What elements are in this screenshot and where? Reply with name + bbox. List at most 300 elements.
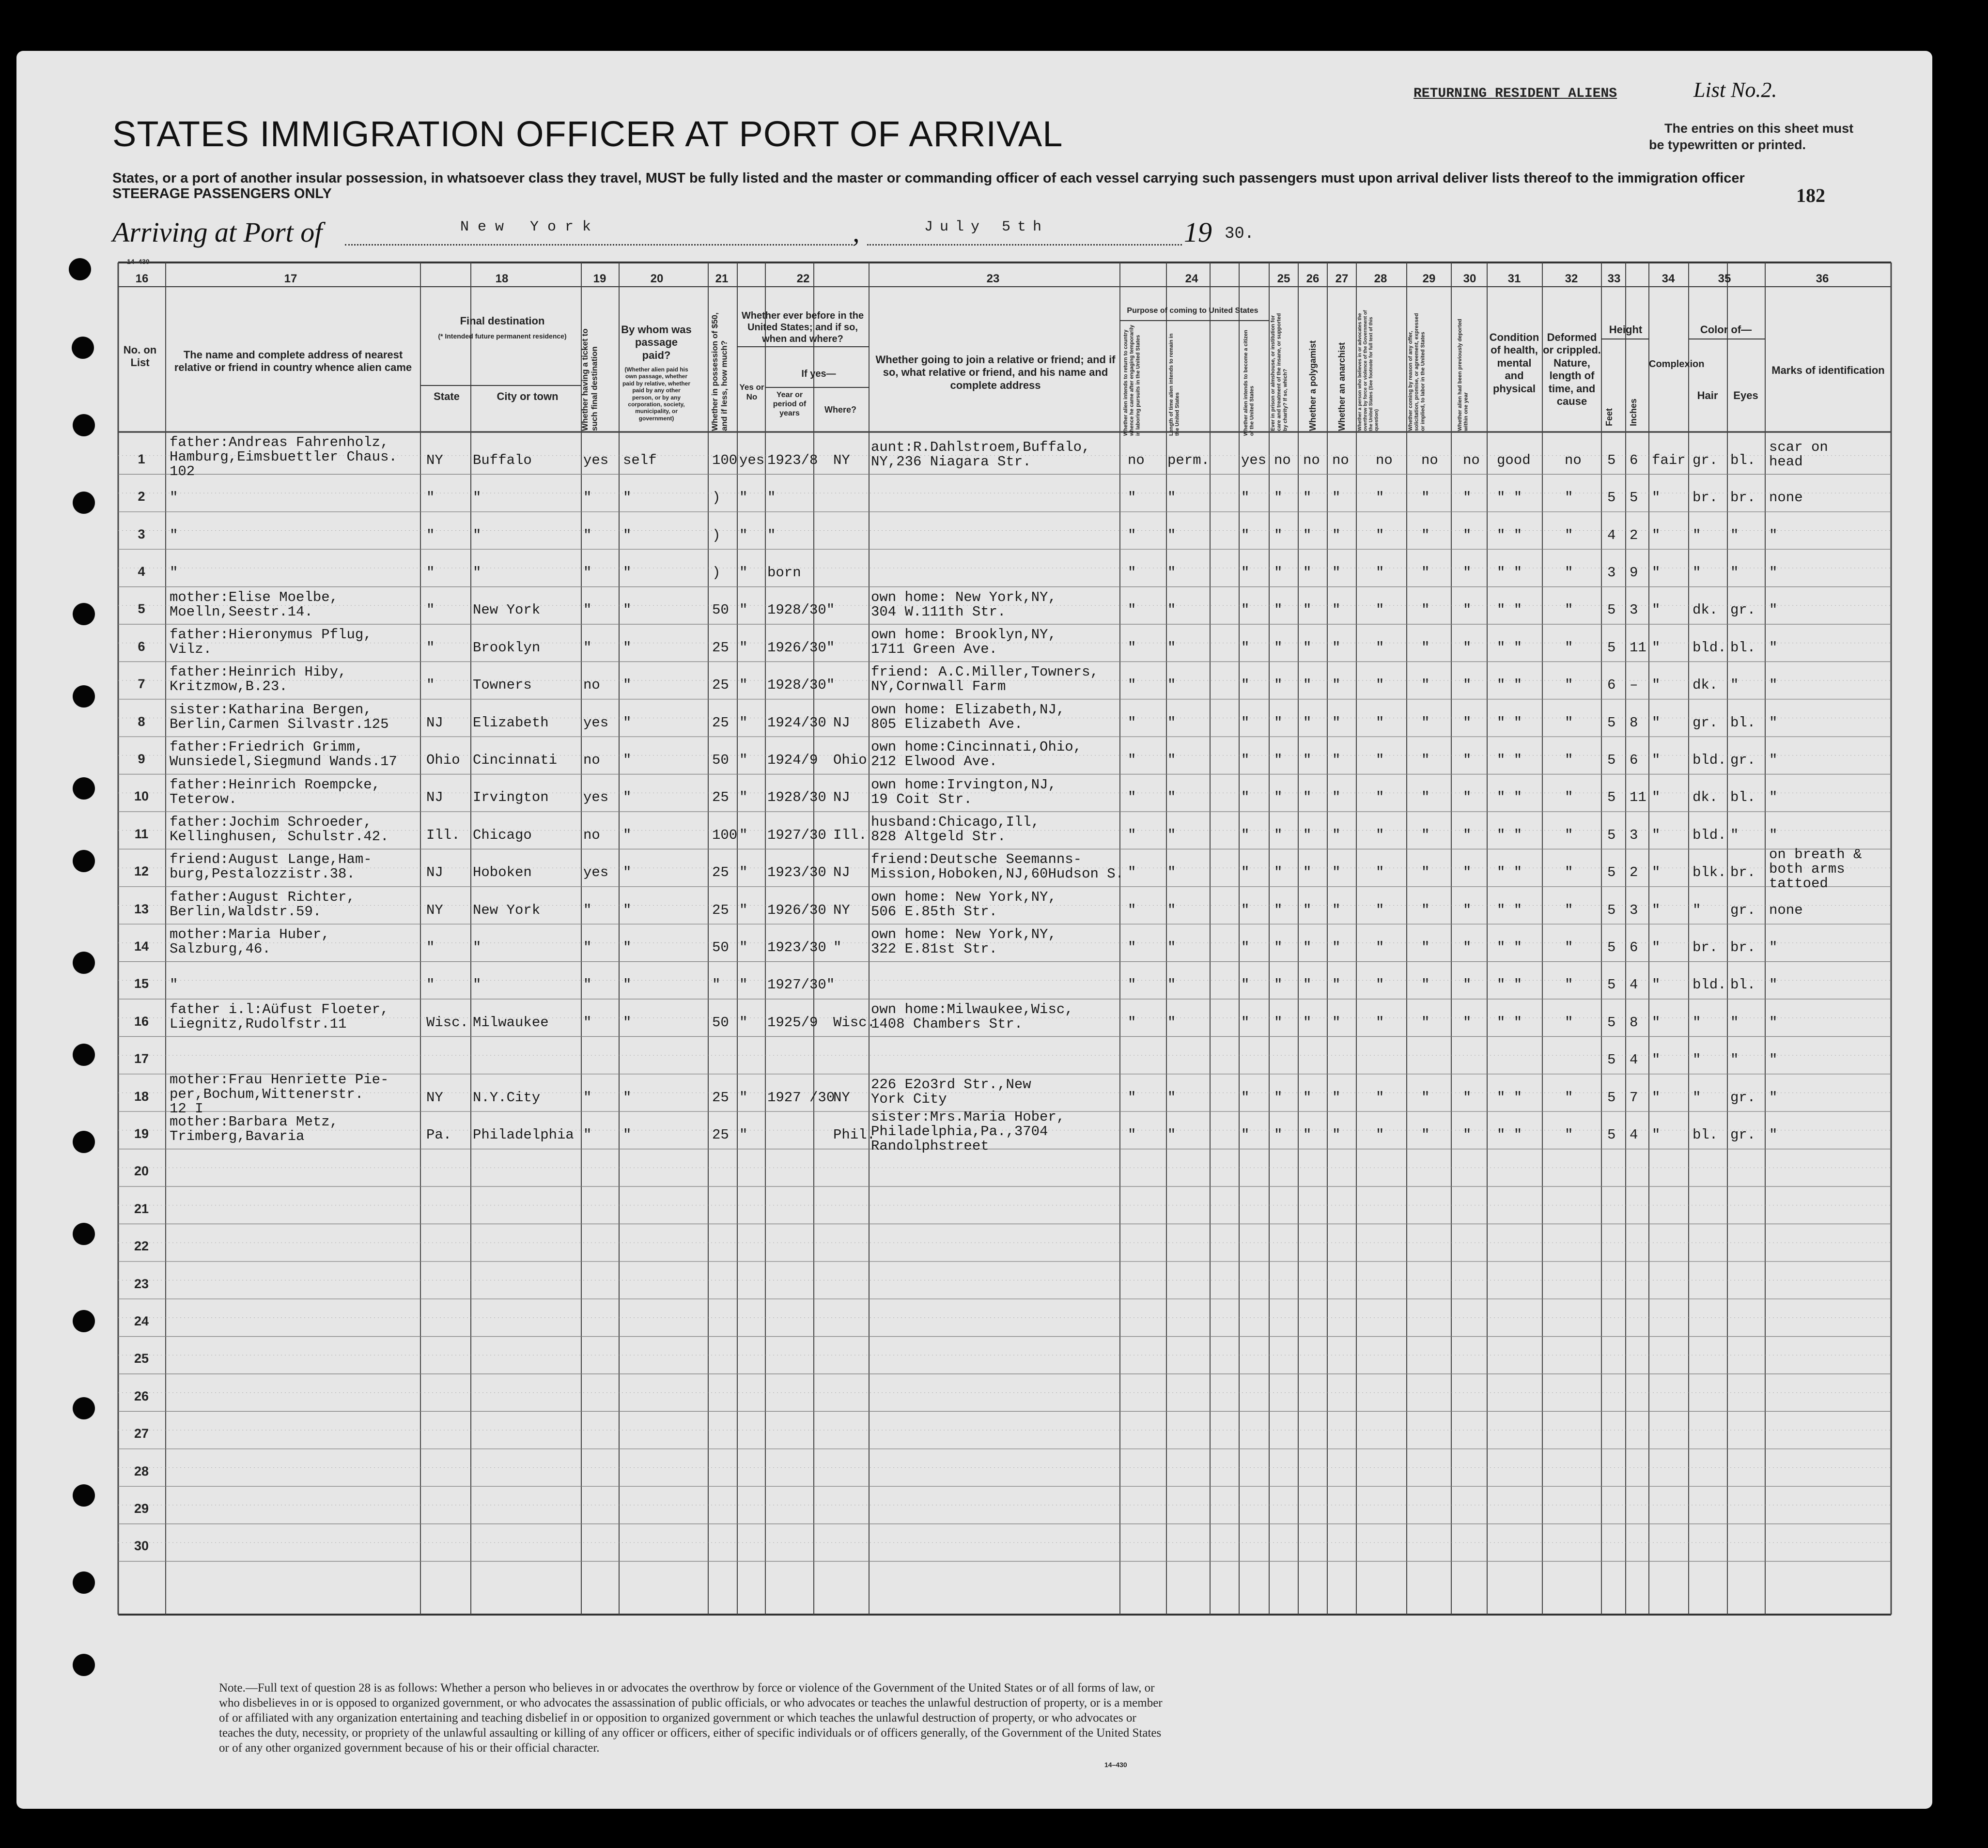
row-c27: " <box>1332 789 1341 806</box>
row-c27: " <box>1332 1089 1341 1106</box>
col-34-header: Complexion <box>1649 359 1705 370</box>
row-city: Brooklyn <box>473 639 541 656</box>
row-join: friend:Deutsche Seemanns- <box>871 851 1082 868</box>
punch-hole <box>73 492 95 514</box>
row-join: friend: A.C.Miller,Towners, <box>871 664 1099 680</box>
row-paid-by: " <box>623 527 632 543</box>
row-number: 17 <box>134 1051 149 1066</box>
row-hair: " <box>1693 1089 1701 1106</box>
col-36-header: Marks of identification <box>1771 364 1885 376</box>
row-number: 21 <box>134 1201 149 1216</box>
row-p-a: no <box>1128 452 1145 468</box>
row-c26: " <box>1303 902 1312 918</box>
row-eyes: bl. <box>1730 714 1756 731</box>
row-p-b: " <box>1167 1014 1176 1031</box>
row-state: " <box>426 527 435 543</box>
row-feet: 3 <box>1607 564 1616 581</box>
row-inches: 6 <box>1630 939 1638 955</box>
row-c28: " <box>1376 752 1384 768</box>
row-c29: " <box>1421 602 1430 618</box>
punch-hole <box>73 1223 95 1245</box>
row-health: " " <box>1497 1014 1522 1031</box>
row-join: own home:Irvington,NJ, <box>871 776 1056 793</box>
row-c27: " <box>1332 602 1341 618</box>
row-p-c: " <box>1241 864 1250 881</box>
row-feet: 4 <box>1607 527 1616 543</box>
row-complexion: " <box>1652 1089 1661 1106</box>
row-money: 25 <box>712 677 729 693</box>
row-relative: " <box>170 977 178 993</box>
row-join: 1408 Chambers Str. <box>871 1016 1023 1032</box>
punch-hole <box>73 1310 95 1332</box>
row-relative: mother:Frau Henriette Pie- <box>170 1071 389 1088</box>
row-where: NY <box>833 902 850 918</box>
row-inches: 3 <box>1630 902 1638 918</box>
row-marks: scar on <box>1769 439 1828 455</box>
row-number: 7 <box>138 677 145 692</box>
row-deformed: " <box>1565 714 1573 731</box>
row-number: 3 <box>138 526 145 541</box>
footnote: Note.—Full text of question 28 is as follows: Whether a person who believes in or advocates the overthrow by force or violence of the Government of the United States or of all forms of law, or who disbelieves in or is opposed to organized government, or who advocates the assassination of public officials, or who advocates or teaches the unlawful destruction of property, or is a member of or affiliated with any organization entertaining and teaching disbelief in or opposition to organized government or which teaches the unlawful destruction of property, or who advocates or teaches the duty, necessity, or propriety of the unlawful assaulting or killing of any officer or officers, either of specific individuals or of officers generally, of the Government of the United States or of any other organized government because of his or their official character. <box>219 1681 1163 1755</box>
row-state: NJ <box>426 714 443 731</box>
row-years: 1927/30 <box>767 827 826 843</box>
row-c30: " <box>1463 1126 1472 1143</box>
row-c30: " <box>1463 827 1472 843</box>
row-deformed: " <box>1565 1014 1573 1031</box>
row-state: " <box>426 564 435 581</box>
row-relative: " <box>170 527 178 543</box>
row-p-b: " <box>1167 752 1176 768</box>
row-complexion: fair <box>1652 452 1686 468</box>
row-where: NJ <box>833 864 850 881</box>
row-c29: " <box>1421 902 1430 918</box>
row-money: 25 <box>712 639 729 656</box>
row-c26: " <box>1303 490 1312 506</box>
row-deformed: " <box>1565 939 1573 955</box>
sheet-number: 182 <box>1796 185 1825 206</box>
row-c27: " <box>1332 1126 1341 1143</box>
row-c27: " <box>1332 902 1341 918</box>
column-number: 26 <box>1306 272 1320 285</box>
row-city: Irvington <box>473 789 549 806</box>
row-hair: br. <box>1693 939 1718 955</box>
row-c25: " <box>1274 1014 1283 1031</box>
row-c30: " <box>1463 1089 1472 1106</box>
returning-resident-label: RETURNING RESIDENT ALIENS <box>1413 86 1617 101</box>
row-city: N.Y.City <box>473 1089 541 1106</box>
row-c30: " <box>1463 864 1472 881</box>
row-p-c: " <box>1241 714 1250 731</box>
row-c27: " <box>1332 977 1341 993</box>
row-join: Philadelphia,Pa.,3704 <box>871 1124 1048 1140</box>
row-eyes: " <box>1730 527 1739 543</box>
col-18-header: Final destination <box>460 315 545 327</box>
row-c27: " <box>1332 564 1341 581</box>
column-number: 35 <box>1718 272 1731 285</box>
row-ticket: " <box>583 902 592 918</box>
typewritten-note-line1: The entries on this sheet must <box>1664 121 1854 136</box>
row-where: NJ <box>833 714 850 731</box>
column-number: 36 <box>1816 272 1829 285</box>
row-c30: " <box>1463 977 1472 993</box>
row-marks: " <box>1769 527 1778 543</box>
col-27-header: Whether an anarchist <box>1337 342 1347 431</box>
row-ticket: yes <box>583 864 609 881</box>
row-number: 28 <box>134 1463 149 1478</box>
row-c28: " <box>1376 1089 1384 1106</box>
row-relative: father:Hieronymus Pflug, <box>170 627 372 643</box>
row-deformed: " <box>1565 677 1573 693</box>
row-c26: " <box>1303 677 1312 693</box>
punch-hole <box>73 1654 95 1676</box>
column-number: 25 <box>1277 272 1290 285</box>
column-number: 30 <box>1463 272 1476 285</box>
row-p-a: " <box>1128 902 1136 918</box>
row-c27: " <box>1332 827 1341 843</box>
row-c29: " <box>1421 752 1430 768</box>
row-years: 1923/8 <box>767 452 818 468</box>
row-join: own home:Cincinnati,Ohio, <box>871 739 1082 755</box>
row-relative: " <box>170 564 178 581</box>
row-c26: " <box>1303 527 1312 543</box>
col-32-header: Deformed or crippled. Nature, length of time, and cause <box>1543 331 1601 407</box>
row-c30: " <box>1463 1014 1472 1031</box>
row-c30: " <box>1463 714 1472 731</box>
row-number: 27 <box>134 1426 149 1441</box>
row-paid-by: " <box>623 714 632 731</box>
row-complexion: " <box>1652 527 1661 543</box>
row-paid-by: self <box>623 452 657 468</box>
row-relative: father:Jochim Schroeder, <box>170 814 372 830</box>
row-feet: 5 <box>1607 714 1616 731</box>
row-inches: 5 <box>1630 490 1638 506</box>
row-inches: – <box>1630 677 1638 693</box>
row-paid-by: " <box>623 827 632 843</box>
punch-hole <box>69 258 91 280</box>
row-state: " <box>426 939 435 955</box>
row-complexion: " <box>1652 789 1661 806</box>
row-c29: " <box>1421 527 1430 543</box>
row-health: " " <box>1497 827 1522 843</box>
column-number: 19 <box>593 272 606 285</box>
row-join: own home: New York,NY, <box>871 889 1056 905</box>
row-p-a: " <box>1128 677 1136 693</box>
row-deformed: " <box>1565 564 1573 581</box>
row-relative: Wunsiedel,Siegmund Wands.17 <box>170 754 397 770</box>
row-number: 18 <box>134 1089 149 1104</box>
row-money: 50 <box>712 752 729 768</box>
row-health: " " <box>1497 977 1522 993</box>
row-inches: 11 <box>1630 639 1646 656</box>
col-18-state: State <box>434 390 460 402</box>
row-p-b: " <box>1167 902 1176 918</box>
row-eyes: " <box>1730 677 1739 693</box>
row-c28: " <box>1376 902 1384 918</box>
row-relative: Teterow. <box>170 791 237 807</box>
row-c27: " <box>1332 490 1341 506</box>
row-city: Elizabeth <box>473 714 549 731</box>
row-p-c: " <box>1241 1126 1250 1143</box>
row-join: 212 Elwood Ave. <box>871 754 998 770</box>
row-eyes: gr. <box>1730 902 1756 918</box>
row-p-a: " <box>1128 564 1136 581</box>
row-money: 25 <box>712 1089 729 1106</box>
row-ticket: yes <box>583 789 609 806</box>
column-number: 28 <box>1374 272 1387 285</box>
row-p-b: " <box>1167 639 1176 656</box>
row-complexion: " <box>1652 864 1661 881</box>
row-ticket: no <box>583 827 600 843</box>
row-state: NJ <box>426 789 443 806</box>
row-relative: father:Andreas Fahrenholz, <box>170 434 389 450</box>
column-number: 33 <box>1607 272 1621 285</box>
row-marks: " <box>1769 752 1778 768</box>
row-ticket: " <box>583 490 592 506</box>
row-p-b: " <box>1167 1089 1176 1106</box>
row-c28: " <box>1376 1014 1384 1031</box>
row-city: " <box>473 939 481 955</box>
row-c30: " <box>1463 639 1472 656</box>
row-marks: tattoed <box>1769 876 1828 892</box>
row-hair: bld. <box>1693 977 1726 993</box>
row-inches: 9 <box>1630 564 1638 581</box>
row-marks: " <box>1769 602 1778 618</box>
column-number: 34 <box>1662 272 1675 285</box>
row-state: Wisc. <box>426 1014 469 1031</box>
row-c28: " <box>1376 639 1384 656</box>
row-deformed: " <box>1565 490 1573 506</box>
row-c26: " <box>1303 1089 1312 1106</box>
row-health: " " <box>1497 902 1522 918</box>
row-c28: " <box>1376 677 1384 693</box>
row-join: NY,Cornwall Farm <box>871 678 1006 695</box>
row-marks: " <box>1769 1126 1778 1143</box>
row-inches: 2 <box>1630 864 1638 881</box>
col-22-where: Where? <box>824 405 856 415</box>
row-paid-by: " <box>623 639 632 656</box>
row-c28: " <box>1376 939 1384 955</box>
row-health: " " <box>1497 639 1522 656</box>
row-complexion: " <box>1652 939 1661 955</box>
row-p-c: " <box>1241 564 1250 581</box>
row-join: husband:Chicago,Ill, <box>871 814 1040 830</box>
row-join: NY,236 Niagara Str. <box>871 454 1031 470</box>
row-join: 19 Coit Str. <box>871 791 972 807</box>
row-ticket: " <box>583 1126 592 1143</box>
row-hair: bld. <box>1693 752 1726 768</box>
column-number: 17 <box>284 272 297 285</box>
row-relative: father:August Richter, <box>170 889 355 905</box>
row-city: New York <box>473 902 541 918</box>
column-number: 27 <box>1335 272 1349 285</box>
row-marks: " <box>1769 977 1778 993</box>
row-ticket: " <box>583 564 592 581</box>
row-relative: father i.l:Aüfust Floeter, <box>170 1001 389 1017</box>
row-deformed: " <box>1565 977 1573 993</box>
row-p-a: " <box>1128 714 1136 731</box>
row-feet: 5 <box>1607 1089 1616 1106</box>
row-c26: " <box>1303 1126 1312 1143</box>
punch-hole <box>73 1571 95 1594</box>
row-eyes: br. <box>1730 864 1756 881</box>
row-city: Chicago <box>473 827 532 843</box>
row-relative: father:Heinrich Hiby, <box>170 664 347 680</box>
row-p-b: " <box>1167 677 1176 693</box>
row-relative: 102 <box>170 463 195 479</box>
row-health: " " <box>1497 1089 1522 1106</box>
row-city: " <box>473 977 481 993</box>
row-c28: " <box>1376 864 1384 881</box>
col-33-header: Height <box>1609 323 1643 336</box>
row-relative: per,Bochum,Wittenerstr. <box>170 1086 364 1102</box>
row-c30: " <box>1463 752 1472 768</box>
row-relative: Moelln,Seestr.14. <box>170 603 313 620</box>
punch-hole <box>73 603 95 625</box>
row-join: sister:Mrs.Maria Hober, <box>871 1109 1065 1125</box>
row-c30: " <box>1463 490 1472 506</box>
row-complexion: " <box>1652 564 1661 581</box>
column-number: 21 <box>715 272 729 285</box>
row-c27: " <box>1332 714 1341 731</box>
row-state: NY <box>426 1089 443 1106</box>
punch-hole <box>73 414 95 436</box>
col-19-header: Whether having a ticket to such final destination <box>580 328 599 431</box>
row-complexion: " <box>1652 639 1661 656</box>
row-paid-by: " <box>623 752 632 768</box>
row-hair: gr. <box>1693 452 1718 468</box>
row-join: 304 W.111th Str. <box>871 603 1006 620</box>
year-prefix: 19 <box>1184 216 1212 248</box>
row-relative: Liegnitz,Rudolfstr.11 <box>170 1016 347 1032</box>
row-relative: Berlin,Waldstr.59. <box>170 903 322 920</box>
row-c29: " <box>1421 977 1430 993</box>
row-paid-by: " <box>623 564 632 581</box>
steerage-label: STEERAGE PASSENGERS ONLY <box>112 186 332 201</box>
row-state: " <box>426 677 435 693</box>
row-c30: " <box>1463 564 1472 581</box>
row-c28: " <box>1376 827 1384 843</box>
row-before: " <box>739 677 748 693</box>
punch-hole <box>73 685 95 708</box>
row-feet: 5 <box>1607 939 1616 955</box>
row-feet: 5 <box>1607 1052 1616 1068</box>
row-c29: " <box>1421 789 1430 806</box>
row-deformed: " <box>1565 864 1573 881</box>
row-paid-by: " <box>623 677 632 693</box>
row-c27: " <box>1332 527 1341 543</box>
col-28-header: Whether a person who believes in or advocates the overthrow by force or violence of the Government of the United States (See footnote for full text of this question) <box>1357 310 1380 431</box>
row-state: " <box>426 639 435 656</box>
row-c25: " <box>1274 602 1283 618</box>
row-c25: " <box>1274 677 1283 693</box>
list-number: List No.2. <box>1693 78 1777 102</box>
row-state: NY <box>426 902 443 918</box>
row-feet: 5 <box>1607 639 1616 656</box>
row-years: " <box>767 490 776 506</box>
row-p-a: " <box>1128 864 1136 881</box>
row-where: Ohio <box>833 752 867 768</box>
row-where: Phil. <box>833 1126 876 1143</box>
row-paid-by: " <box>623 1126 632 1143</box>
row-c25: " <box>1274 752 1283 768</box>
row-p-a: " <box>1128 527 1136 543</box>
row-c29: " <box>1421 677 1430 693</box>
row-number: 19 <box>134 1126 149 1141</box>
row-c27: " <box>1332 752 1341 768</box>
row-c26: " <box>1303 939 1312 955</box>
row-paid-by: " <box>623 977 632 993</box>
row-paid-by: " <box>623 789 632 806</box>
row-state: NY <box>426 452 443 468</box>
row-ticket: " <box>583 639 592 656</box>
row-years: 1928/30 <box>767 789 826 806</box>
port-value: New York <box>460 219 600 235</box>
row-c26: " <box>1303 639 1312 656</box>
row-c27: " <box>1332 677 1341 693</box>
row-p-c: " <box>1241 490 1250 506</box>
col-21-header: Whether in possession of $50, and if less, how much? <box>710 312 729 431</box>
row-p-b: " <box>1167 490 1176 506</box>
row-c30: " <box>1463 939 1472 955</box>
row-money: 100 <box>712 452 738 468</box>
col-33-feet: Feet <box>1604 408 1614 426</box>
row-money: " <box>712 977 721 993</box>
row-number: 29 <box>134 1501 149 1516</box>
arriving-label: Arriving at Port of <box>112 216 323 248</box>
typewritten-note-line2: be typewritten or printed. <box>1649 138 1806 152</box>
row-p-b: " <box>1167 1126 1176 1143</box>
row-eyes: gr. <box>1730 1089 1756 1106</box>
row-c26: " <box>1303 864 1312 881</box>
row-c28: " <box>1376 1126 1384 1143</box>
row-join: Randolphstreet <box>871 1138 989 1155</box>
row-marks: " <box>1769 1089 1778 1106</box>
row-marks: both arms <box>1769 861 1845 878</box>
row-p-c: " <box>1241 939 1250 955</box>
row-hair: gr. <box>1693 714 1718 731</box>
row-c25: " <box>1274 564 1283 581</box>
column-number: 32 <box>1565 272 1578 285</box>
row-p-a: " <box>1128 827 1136 843</box>
column-number: 29 <box>1422 272 1436 285</box>
row-c30: " <box>1463 602 1472 618</box>
row-join: own home: Brooklyn,NY, <box>871 627 1056 643</box>
row-inches: 3 <box>1630 602 1638 618</box>
col-24-sub-b: Length of time alien intends to remain in the United States <box>1168 333 1180 436</box>
row-relative: mother:Barbara Metz, <box>170 1114 339 1130</box>
row-city: " <box>473 490 481 506</box>
row-feet: 5 <box>1607 602 1616 618</box>
row-marks: on breath & <box>1769 847 1862 863</box>
row-marks: " <box>1769 677 1778 693</box>
row-feet: 5 <box>1607 864 1616 881</box>
row-c30: " <box>1463 677 1472 693</box>
row-state: " <box>426 977 435 993</box>
row-c29: " <box>1421 1126 1430 1143</box>
col-23-header: Whether going to join a relative or friend; and if so, what relative or friend, and his name and complete address <box>875 354 1116 391</box>
port-underline <box>345 244 853 246</box>
row-hair: bld. <box>1693 639 1726 656</box>
row-relative: sister:Katharina Bergen, <box>170 701 372 718</box>
row-p-c: " <box>1241 977 1250 993</box>
row-health: good <box>1497 452 1531 468</box>
row-marks: " <box>1769 939 1778 955</box>
row-eyes: br. <box>1730 490 1756 506</box>
row-before: " <box>739 939 748 955</box>
row-hair: " <box>1693 564 1701 581</box>
row-c29: " <box>1421 1014 1430 1031</box>
row-p-c: " <box>1241 602 1250 618</box>
